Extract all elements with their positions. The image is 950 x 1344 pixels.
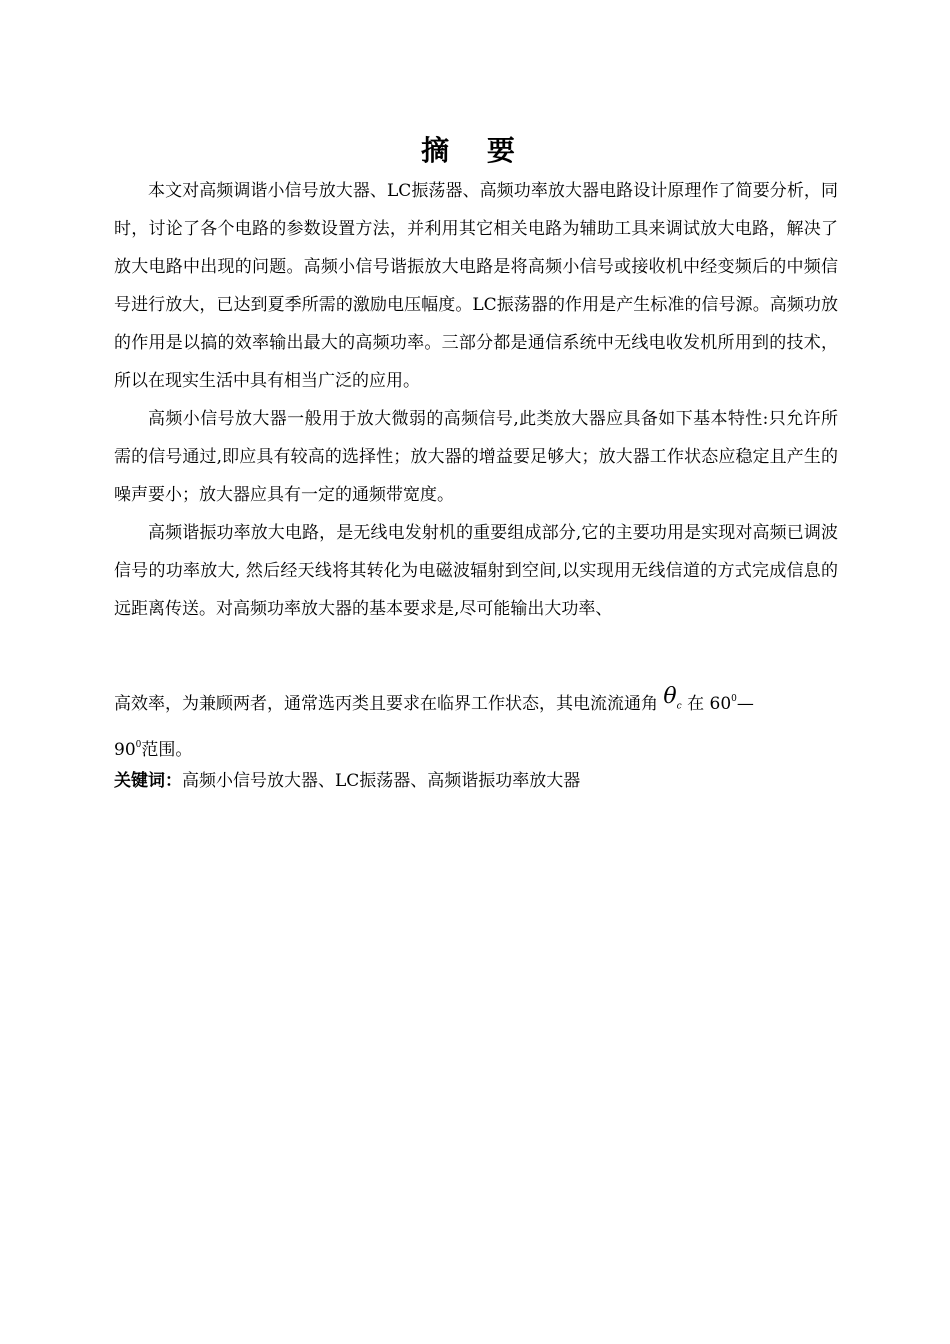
range-dash: — bbox=[736, 694, 754, 714]
paragraph-small-signal-amplifier: 高频小信号放大器一般用于放大微弱的高频信号,此类放大器应具备如下基本特性:只允许所需的信号通过,即应具有较高的选择性；放大器的增益要足够大；放大器工作状态应稳定且产生的噪声要小；放大器应具有一定的通频带宽度。 bbox=[114, 409, 838, 505]
angle-range-start: 在 60 bbox=[687, 694, 732, 714]
theta-symbol: $\theta_c$ bbox=[663, 684, 682, 712]
paragraph-intro: 本文对高频调谐小信号放大器、LC振荡器、高频功率放大器电路设计原理作了简要分析，同时，讨论了各个电路的参数设置方法，并利用其它相关电路为辅助工具来调试放大电路，解决了放大电路中出现的问题。高频小信号谐振放大电路是将高频小信号或接收机中经变频后的中频信号进行放大，已达到夏季所需的激励电压幅度。LC振荡器的作用是产生标准的信号源。高频功放的作用是以搞的效率输出最大的高频功率。三部分都是通信系统中无线电收发机所用到的技术，所以在现实生活中具有相当广泛的应用。 bbox=[114, 181, 838, 391]
keywords-label: 关键词： bbox=[114, 771, 182, 791]
degree-superscript-2: 0 bbox=[135, 740, 142, 750]
conduction-angle-line bbox=[114, 680, 838, 731]
degree-superscript-1: 0 bbox=[731, 694, 737, 704]
paragraph-power-amplifier: 高频谐振功率放大电路，是无线电发射机的重要组成部分,它的主要功用是实现对高频已调波信号的功率放大, 然后经天线将其转化为电磁波辐射到空间,以实现用无线信道的方式完成信息的远距离传送。对高频功率放大器的基本要求是,尽可能输出大功率、 bbox=[114, 523, 838, 619]
angle-range-end: 90 bbox=[114, 740, 136, 760]
abstract-body bbox=[114, 172, 838, 628]
keywords-line bbox=[114, 762, 580, 800]
abstract-title: 摘 要 bbox=[421, 134, 529, 167]
keywords-value: 高频小信号放大器、LC振荡器、高频谐振功率放大器 bbox=[182, 771, 581, 791]
range-suffix: 范围。 bbox=[141, 740, 193, 760]
conduction-angle-text: 高效率，为兼顾两者，通常选丙类且要求在临界工作状态，其电流流通角 bbox=[114, 694, 658, 714]
